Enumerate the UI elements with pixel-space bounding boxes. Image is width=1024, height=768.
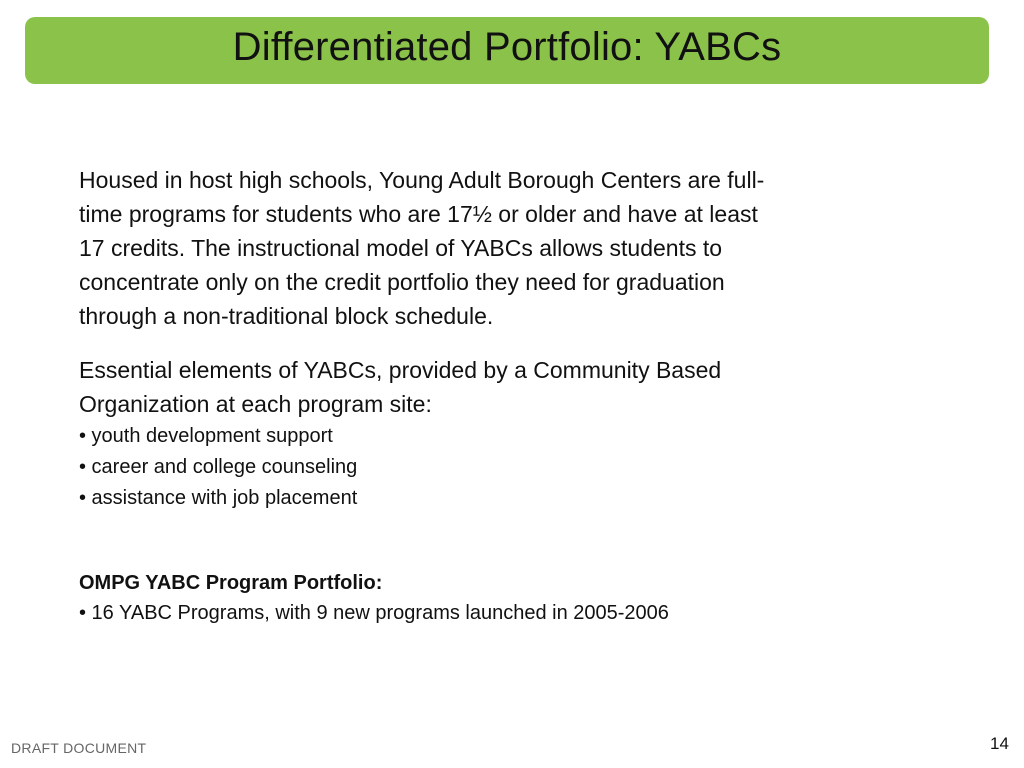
- elements-line: Organization at each program site:: [79, 391, 432, 417]
- elements-line: Essential elements of YABCs, provided by a Community Based: [79, 357, 722, 383]
- slide-body: [79, 163, 949, 629]
- portfolio-list: [79, 598, 949, 629]
- list-item: • youth development support: [79, 425, 333, 447]
- draft-label: DRAFT DOCUMENT: [11, 740, 147, 756]
- title-bar: [25, 17, 989, 84]
- list-item: • assistance with job placement: [79, 487, 358, 509]
- elements-paragraph: [79, 353, 949, 421]
- intro-line: Housed in host high schools, Young Adult Borough Centers are full-: [79, 167, 765, 193]
- list-item: • 16 YABC Programs, with 9 new programs launched in 2005-2006: [79, 602, 669, 624]
- intro-line: time programs for students who are 17½ or older and have at least: [79, 201, 758, 227]
- elements-list: [79, 421, 949, 514]
- list-item: • career and college counseling: [79, 456, 358, 478]
- page-number: 14: [990, 734, 1009, 753]
- intro-line: 17 credits. The instructional model of YABCs allows students to: [79, 235, 723, 261]
- portfolio-heading: OMPG YABC Program Portfolio:: [79, 572, 383, 594]
- intro-paragraph: [79, 163, 949, 333]
- slide-title: Differentiated Portfolio: YABCs: [232, 25, 782, 69]
- intro-line: concentrate only on the credit portfolio they need for graduation: [79, 269, 725, 295]
- intro-line: through a non-traditional block schedule.: [79, 303, 494, 329]
